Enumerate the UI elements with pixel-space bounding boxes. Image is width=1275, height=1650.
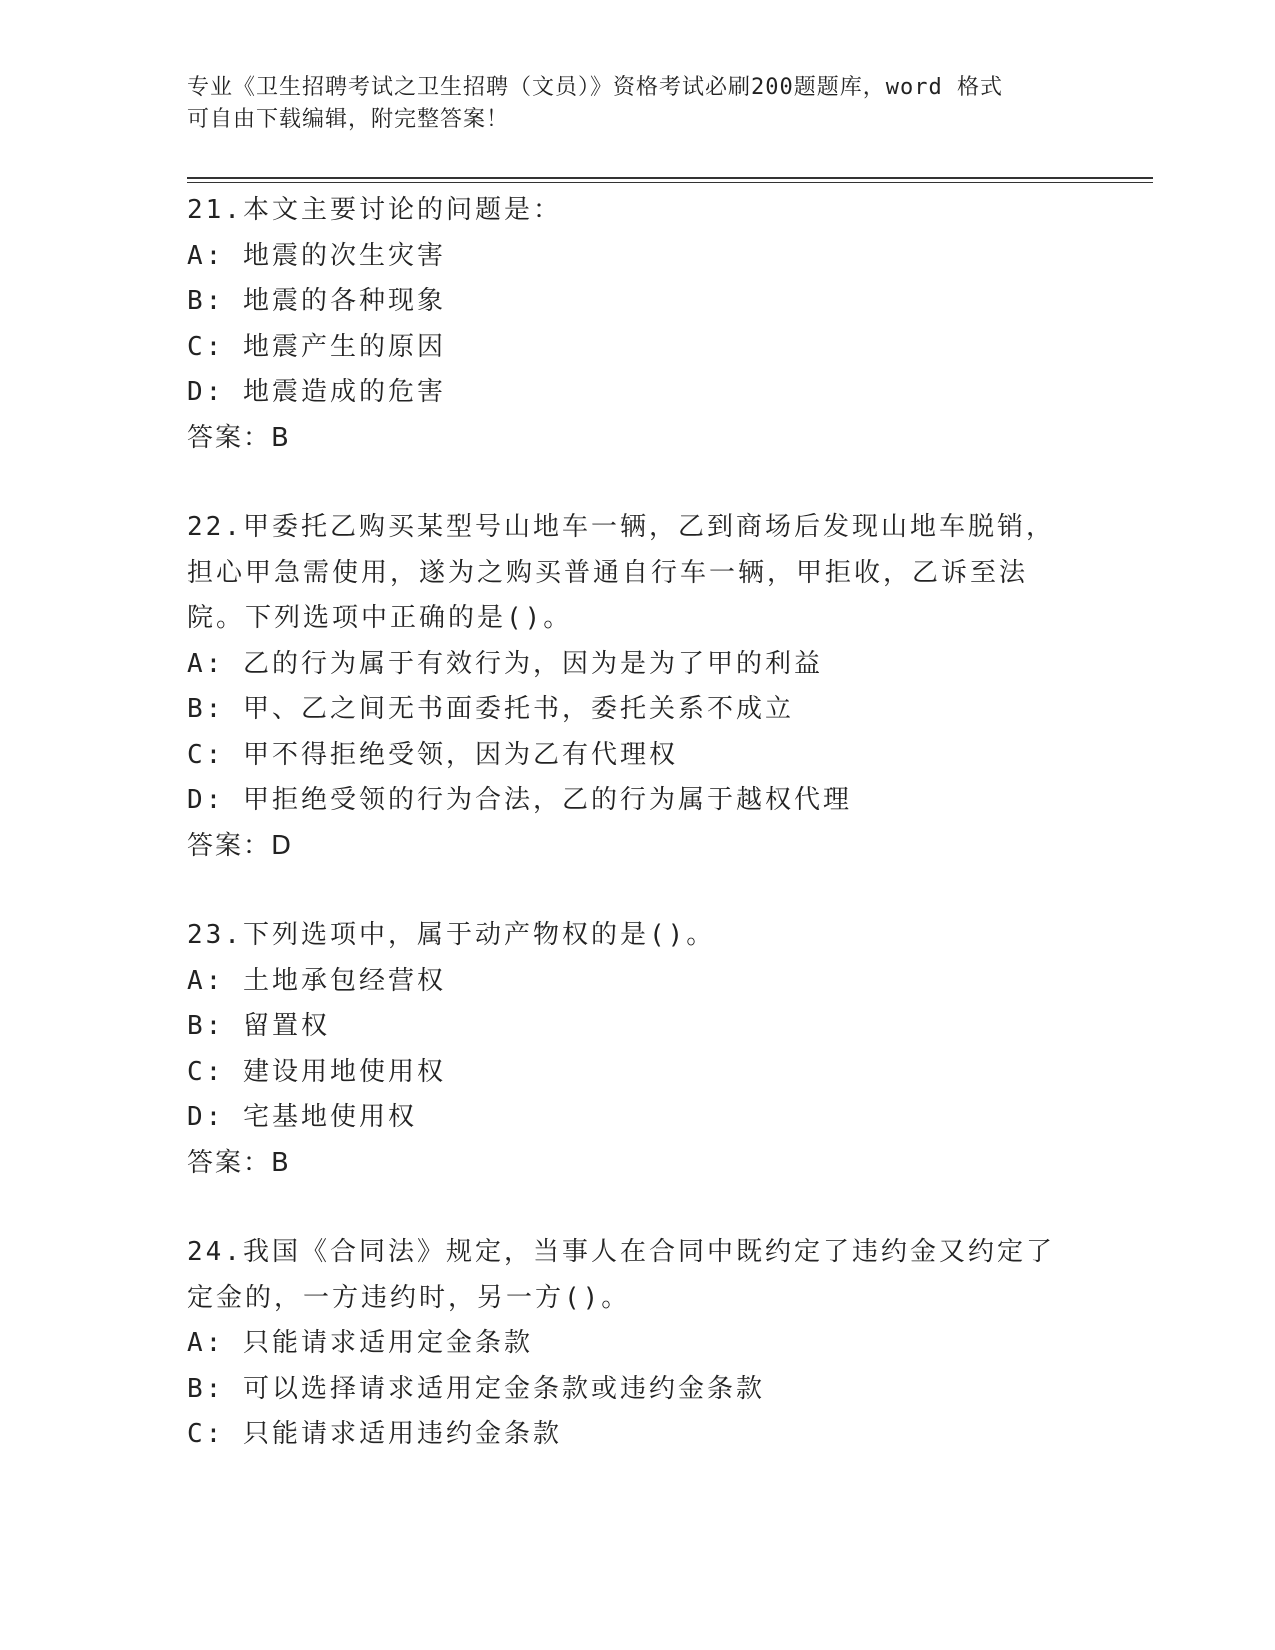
answer-label: 答案：D: [187, 830, 294, 861]
question-23: [187, 913, 1087, 1186]
option-a: A: 乙的行为属于有效行为，因为是为了甲的利益: [187, 648, 823, 679]
document-header: [187, 72, 1067, 136]
option-a: A: 地震的次生灾害: [187, 240, 446, 271]
option-b: B: 留置权: [187, 1011, 330, 1041]
option-a: A: 土地承包经营权: [187, 965, 446, 996]
header-line-1: 专业《卫生招聘考试之卫生招聘（文员）》资格考试必刷200题题库，word 格式: [187, 75, 1003, 100]
question-stem: 22.甲委托乙购买某型号山地车一辆，乙到商场后发现山地车脱销，担心甲急需使用，遂为之购买普通自行车一辆，甲拒收，乙诉至法院。下列选项中正确的是()。: [187, 512, 1055, 633]
header-divider-thin: [187, 182, 1153, 183]
header-divider-thick: [187, 177, 1153, 179]
option-c: C: 只能请求适用违约金条款: [187, 1419, 562, 1449]
question-21: [187, 188, 1087, 461]
option-c: C: 地震产生的原因: [187, 331, 446, 362]
answer-label: 答案：B: [187, 1147, 291, 1178]
option-c: C: 建设用地使用权: [187, 1056, 446, 1087]
option-a: A: 只能请求适用定金条款: [187, 1328, 533, 1358]
option-d: D: 宅基地使用权: [187, 1102, 417, 1132]
header-line-2: 可自由下载编辑，附完整答案！: [187, 107, 510, 132]
question-stem: 24.我国《合同法》规定，当事人在合同中既约定了违约金又约定了定金的，一方违约时，另一方()。: [187, 1237, 1055, 1313]
option-b: B: 甲、乙之间无书面委托书，委托关系不成立: [187, 694, 794, 724]
question-stem: 23.下列选项中，属于动产物权的是()。: [187, 920, 716, 950]
option-c: C: 甲不得拒绝受领，因为乙有代理权: [187, 739, 678, 770]
question-24: [187, 1230, 1087, 1458]
option-b: B: 地震的各种现象: [187, 286, 446, 316]
question-22: [187, 505, 1087, 869]
option-d: D: 地震造成的危害: [187, 377, 446, 407]
question-list: [187, 188, 1087, 1502]
option-d: D: 甲拒绝受领的行为合法，乙的行为属于越权代理: [187, 785, 852, 815]
option-b: B: 可以选择请求适用定金条款或违约金条款: [187, 1373, 765, 1404]
question-stem: 21.本文主要讨论的问题是：: [187, 195, 562, 225]
answer-label: 答案：B: [187, 422, 291, 453]
